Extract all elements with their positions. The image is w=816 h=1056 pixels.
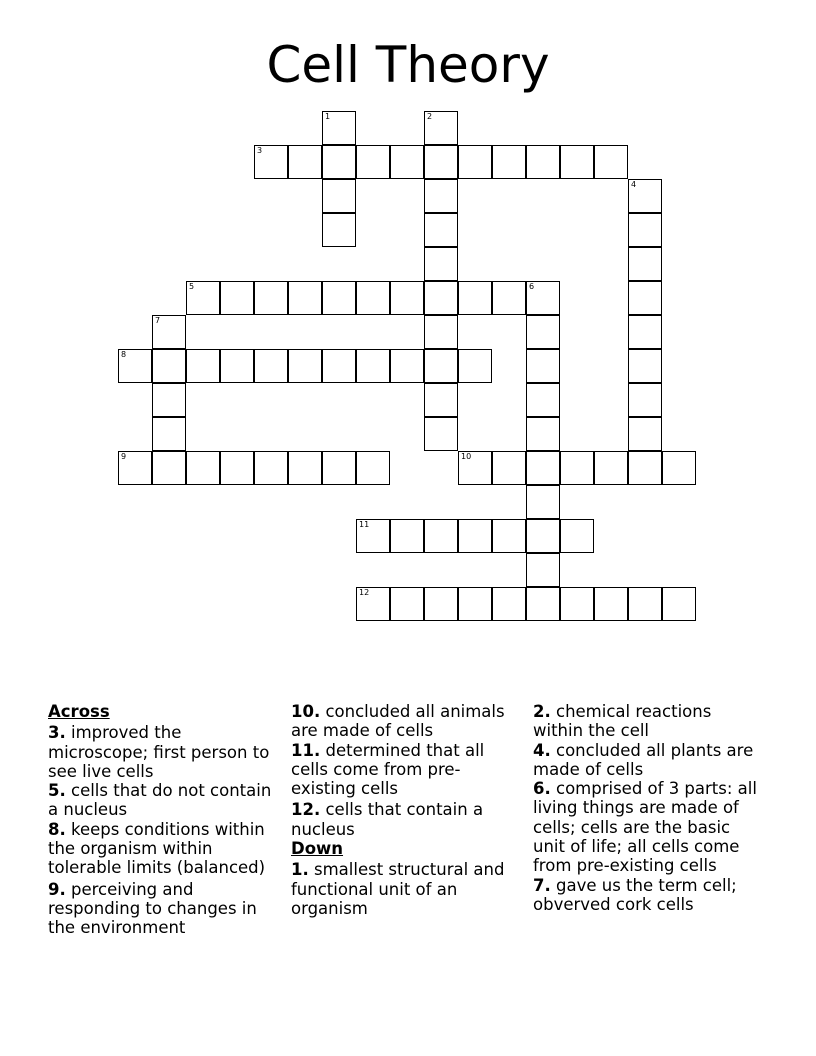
grid-cell[interactable] (322, 145, 356, 179)
grid-cell[interactable] (492, 281, 526, 315)
grid-cell[interactable] (118, 451, 152, 485)
grid-cell[interactable] (288, 451, 322, 485)
grid-cell[interactable] (254, 281, 288, 315)
grid-cell[interactable] (628, 315, 662, 349)
grid-cell[interactable] (526, 587, 560, 621)
grid-cell[interactable] (254, 145, 288, 179)
grid-cell[interactable] (628, 281, 662, 315)
grid-cell[interactable] (322, 349, 356, 383)
clue-across-12: 12. cells that contain a nucleus (291, 800, 484, 839)
grid-cell[interactable] (424, 587, 458, 621)
grid-cell[interactable] (424, 281, 458, 315)
grid-cell[interactable] (322, 111, 356, 145)
grid-cell[interactable] (628, 349, 662, 383)
grid-cell[interactable] (492, 519, 526, 553)
grid-cell[interactable] (628, 383, 662, 417)
grid-cell[interactable] (628, 587, 662, 621)
grid-cell[interactable] (628, 213, 662, 247)
grid-cell[interactable] (322, 281, 356, 315)
grid-cell[interactable] (220, 451, 254, 485)
clue-down-7: 7. gave us the term cell; obverved cork cells (533, 875, 737, 914)
grid-cell[interactable] (526, 315, 560, 349)
grid-cell[interactable] (594, 145, 628, 179)
grid-cell[interactable] (458, 145, 492, 179)
grid-cell[interactable] (526, 383, 560, 417)
grid-cell[interactable] (152, 451, 186, 485)
grid-cell[interactable] (390, 349, 424, 383)
across-heading: Across (48, 702, 110, 721)
grid-cell[interactable] (560, 145, 594, 179)
grid-cell[interactable] (424, 349, 458, 383)
grid-cell[interactable] (186, 349, 220, 383)
grid-cell[interactable] (628, 247, 662, 281)
grid-cell[interactable] (458, 451, 492, 485)
grid-cell[interactable] (356, 349, 390, 383)
grid-cell[interactable] (526, 519, 560, 553)
grid-cell[interactable] (424, 383, 458, 417)
clue-across-9: 9. perceiving and responding to changes in the environment (48, 879, 257, 938)
grid-cell[interactable] (458, 587, 492, 621)
clue-number: 12 (359, 588, 370, 597)
clue-number: 8 (121, 350, 127, 359)
clue-column-3 (533, 702, 765, 914)
grid-cell[interactable] (424, 145, 458, 179)
clue-number: 6 (529, 282, 535, 291)
grid-cell[interactable] (288, 349, 322, 383)
grid-cell[interactable] (390, 145, 424, 179)
grid-cell[interactable] (322, 179, 356, 213)
grid-cell[interactable] (526, 451, 560, 485)
clue-column-2 (291, 702, 523, 918)
grid-cell[interactable] (288, 281, 322, 315)
grid-cell[interactable] (356, 451, 390, 485)
grid-cell[interactable] (390, 519, 424, 553)
grid-cell[interactable] (254, 451, 288, 485)
clue-number: 10 (461, 452, 472, 461)
grid-cell[interactable] (220, 349, 254, 383)
grid-cell[interactable] (424, 247, 458, 281)
grid-cell[interactable] (492, 451, 526, 485)
clue-down-4: 4. concluded all plants are made of cells (533, 740, 754, 779)
clue-number: 7 (155, 316, 161, 325)
grid-cell[interactable] (594, 451, 628, 485)
grid-cell[interactable] (662, 451, 696, 485)
grid-cell[interactable] (424, 519, 458, 553)
grid-cell[interactable] (424, 213, 458, 247)
clue-across-8: 8. keeps conditions within the organism within tolerable limits (balanced) (48, 819, 266, 878)
grid-cell[interactable] (356, 519, 390, 553)
grid-cell[interactable] (662, 587, 696, 621)
grid-cell[interactable] (356, 145, 390, 179)
grid-cell[interactable] (628, 417, 662, 451)
grid-cell[interactable] (390, 281, 424, 315)
grid-cell[interactable] (526, 553, 560, 587)
grid-cell[interactable] (322, 213, 356, 247)
clue-down-6: 6. comprised of 3 parts: all living things are made of cells; cells are the basic unit of life; all cells come from pre-existing cells (533, 779, 757, 876)
down-heading: Down (291, 839, 344, 859)
clue-across-11: 11. determined that all cells come from pre-existing cells (291, 740, 485, 799)
clue-number: 4 (631, 180, 637, 189)
puzzle-title: Cell Theory (266, 36, 550, 94)
grid-cell[interactable] (152, 417, 186, 451)
grid-cell[interactable] (424, 179, 458, 213)
clue-number: 2 (427, 112, 433, 121)
grid-cell[interactable] (628, 179, 662, 213)
grid-cell[interactable] (526, 485, 560, 519)
clue-number: 11 (359, 520, 370, 529)
grid-cell[interactable] (220, 281, 254, 315)
grid-cell[interactable] (356, 587, 390, 621)
grid-cell[interactable] (458, 349, 492, 383)
grid-cell[interactable] (560, 451, 594, 485)
clue-down-2: 2. chemical reactions within the cell (533, 702, 712, 741)
grid-cell[interactable] (594, 587, 628, 621)
grid-cell[interactable] (424, 417, 458, 451)
grid-cell[interactable] (560, 587, 594, 621)
clue-across-5: 5. cells that do not contain a nucleus (48, 781, 272, 820)
clue-across-10: 10. concluded all animals are made of cells (291, 702, 505, 741)
grid-cell[interactable] (560, 519, 594, 553)
clue-across-3: 3. improved the microscope; first person to see live cells (48, 723, 270, 781)
grid-cell[interactable] (458, 281, 492, 315)
grid-cell[interactable] (152, 315, 186, 349)
grid-cell[interactable] (118, 349, 152, 383)
grid-cell[interactable] (424, 111, 458, 145)
clue-number: 1 (325, 112, 331, 121)
grid-cell[interactable] (526, 349, 560, 383)
clue-number: 5 (189, 282, 195, 291)
grid-cell[interactable] (492, 587, 526, 621)
grid-cell[interactable] (526, 281, 560, 315)
clue-down-1: 1. smallest structural and functional unit of an organism (291, 860, 505, 918)
grid-cell[interactable] (628, 451, 662, 485)
grid-cell[interactable] (492, 145, 526, 179)
clue-number: 9 (121, 452, 127, 461)
grid-cell[interactable] (322, 451, 356, 485)
grid-cell[interactable] (526, 417, 560, 451)
grid-cell[interactable] (186, 451, 220, 485)
grid-cell[interactable] (526, 145, 560, 179)
grid-cell[interactable] (424, 315, 458, 349)
grid-cell[interactable] (458, 519, 492, 553)
grid-cell[interactable] (152, 349, 186, 383)
clue-number: 3 (257, 146, 263, 155)
clue-column-1 (48, 702, 284, 938)
grid-cell[interactable] (356, 281, 390, 315)
grid-cell[interactable] (254, 349, 288, 383)
grid-cell[interactable] (186, 281, 220, 315)
grid-cell[interactable] (288, 145, 322, 179)
grid-cell[interactable] (390, 587, 424, 621)
grid-cell[interactable] (152, 383, 186, 417)
